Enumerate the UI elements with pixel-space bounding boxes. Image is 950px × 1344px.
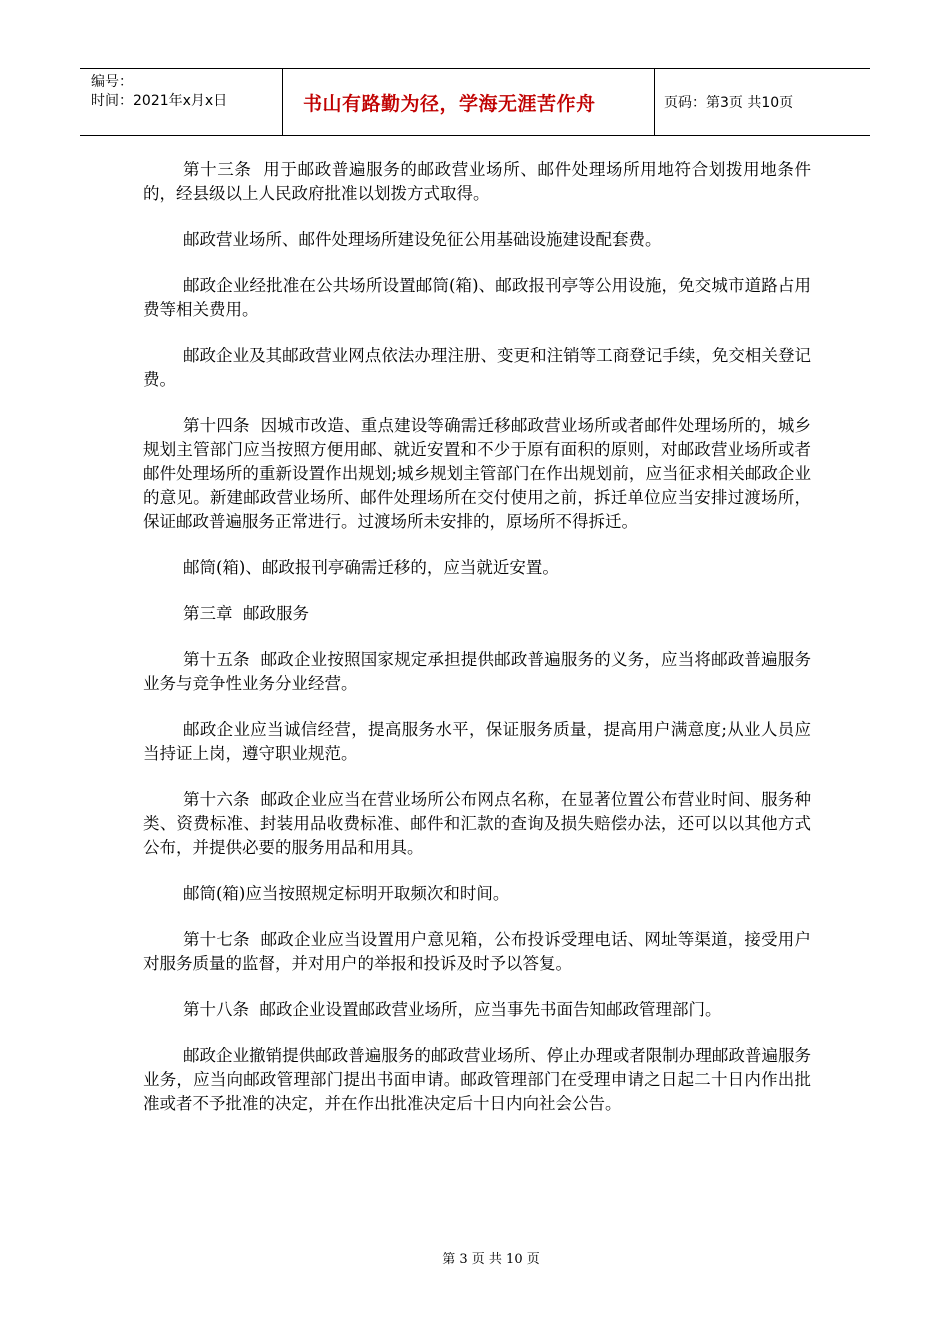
paragraph: 第十八条 邮政企业设置邮政营业场所，应当事先书面告知邮政管理部门。 [183, 1000, 722, 1019]
paragraph: 邮筒(箱)应当按照规定标明开取频次和时间。 [183, 884, 510, 903]
paragraph: 邮政企业及其邮政营业网点依法办理注册、变更和注销等工商登记手续，免交相关登记费。 [143, 346, 811, 389]
paragraph: 第十四条 因城市改造、重点建设等确需迁移邮政营业场所或者邮件处理场所的，城乡规划主管部门应当按照方便用邮、就近安置和不少于原有面积的原则，对邮政营业场所或者邮件处理场所的重新设置作出规划;城乡规划主管部门在作出规划前，应当征求相关邮政企业的意见。新建邮政营业场所、邮件处理场所在交付使用之前，拆迁单位应当安排过渡场所，保证邮政普遍服务正常进行。过渡场所未安排的，原场所不得拆迁。 [143, 416, 811, 531]
paragraph: 第十五条 邮政企业按照国家规定承担提供邮政普遍服务的义务，应当将邮政普遍服务业务与竞争性业务分业经营。 [143, 650, 811, 693]
paragraph: 第十六条 邮政企业应当在营业场所公布网点名称，在显著位置公布营业时间、服务种类、资费标准、封装用品收费标准、邮件和汇款的查询及损失赔偿办法，还可以以其他方式公布，并提供必要的服务用品和用具。 [143, 790, 811, 857]
paragraph: 邮政企业经批准在公共场所设置邮筒(箱)、邮政报刊亭等公用设施，免交城市道路占用费等相关费用。 [143, 276, 811, 319]
document-number-label: 编号： [91, 74, 133, 90]
paragraph: 第十七条 邮政企业应当设置用户意见箱，公布投诉受理电话、网址等渠道，接受用户对服务质量的监督，并对用户的举报和投诉及时予以答复。 [143, 930, 811, 973]
paragraph: 邮政营业场所、邮件处理场所建设免征公用基础设施建设配套费。 [183, 230, 662, 249]
chapter-heading: 第三章 邮政服务 [183, 604, 309, 623]
header-motto: 书山有路勤为径，学海无涯苦作舟 [283, 69, 655, 135]
header-page-info: 页码：第3页 共10页 [664, 95, 794, 111]
document-date-label: 时间：2021年x月x日 [91, 93, 228, 109]
paragraph: 邮筒(箱)、邮政报刊亭确需迁移的，应当就近安置。 [183, 558, 559, 577]
page-footer: 第 3 页 共 10 页 [442, 1252, 540, 1267]
paragraph: 第十三条 用于邮政普遍服务的邮政营业场所、邮件处理场所用地符合划拨用地条件的，经县级以上人民政府批准以划拨方式取得。 [143, 160, 811, 203]
page-header [80, 68, 870, 136]
header-meta-cell [80, 69, 283, 135]
paragraph: 邮政企业应当诚信经营，提高服务水平，保证服务质量，提高用户满意度;从业人员应当持证上岗，遵守职业规范。 [143, 720, 811, 763]
document-body [143, 158, 811, 1138]
paragraph: 邮政企业撤销提供邮政普遍服务的邮政营业场所、停止办理或者限制办理邮政普遍服务业务，应当向邮政管理部门提出书面申请。邮政管理部门在受理申请之日起二十日内作出批准或者不予批准的决定，并在作出批准决定后十日内向社会公告。 [143, 1046, 811, 1113]
